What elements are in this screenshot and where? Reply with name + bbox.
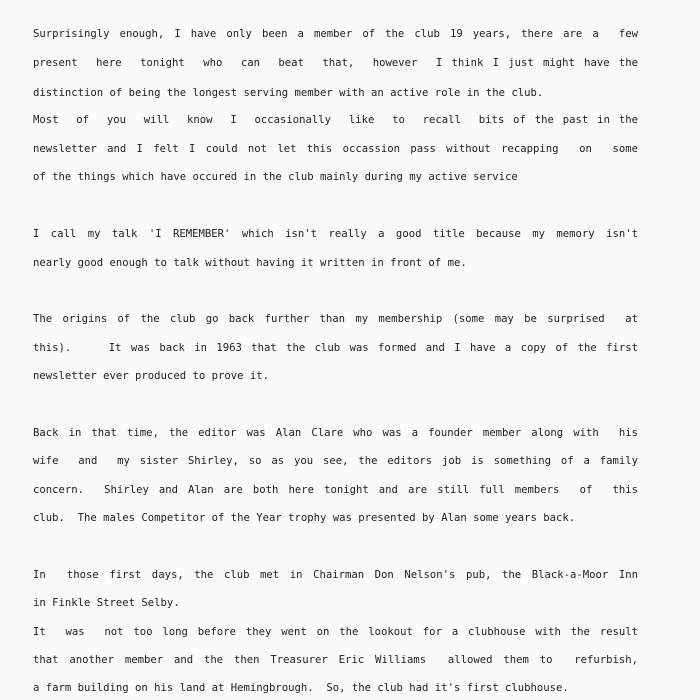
- text-line: Back in that time, the editor was Alan Clare who was a founder member along with his: [33, 427, 638, 439]
- text-line: present here tonight who can beat that, however I think I just might have the: [33, 57, 638, 69]
- text-line: newsletter ever produced to prove it.: [33, 370, 269, 382]
- text-line: in Finkle Street Selby.: [33, 597, 180, 609]
- text-line: Most of you will know I occasionally like to recall bits of the past in the: [33, 114, 638, 126]
- text-line: distinction of being the longest serving member with an active role in the club.: [33, 87, 544, 99]
- text-line: It was not too long before they went on the lookout for a clubhouse with the result: [33, 626, 638, 638]
- text-line: this). It was back in 1963 that the club was formed and I have a copy of the first: [33, 342, 638, 354]
- text-line: nearly good enough to talk without having it written in front of me.: [33, 257, 467, 269]
- text-line: a farm building on his land at Hemingbrough. So, the club had it's first clubhouse.: [33, 682, 569, 694]
- text-line: newsletter and I felt I could not let this occassion pass without recapping on some: [33, 143, 638, 155]
- text-line: I call my talk 'I REMEMBER' which isn't really a good title because my memory isn't: [33, 228, 638, 240]
- text-line: concern. Shirley and Alan are both here tonight and are still full members of this: [33, 484, 638, 496]
- text-line: The origins of the club go back further than my membership (some may be surprised at: [33, 313, 638, 325]
- text-line: that another member and the then Treasurer Eric Williams allowed them to refurbish,: [33, 654, 638, 666]
- text-line: of the things which have occured in the club mainly during my active service: [33, 171, 518, 183]
- text-line: In those first days, the club met in Chairman Don Nelson's pub, the Black-a-Moor Inn: [33, 569, 638, 581]
- text-line: club. The males Competitor of the Year trophy was presented by Alan some years back.: [33, 512, 576, 524]
- text-line: wife and my sister Shirley, so as you see, the editors job is something of a family: [33, 455, 638, 467]
- text-line: Surprisingly enough, I have only been a member of the club 19 years, there are a few: [33, 28, 638, 40]
